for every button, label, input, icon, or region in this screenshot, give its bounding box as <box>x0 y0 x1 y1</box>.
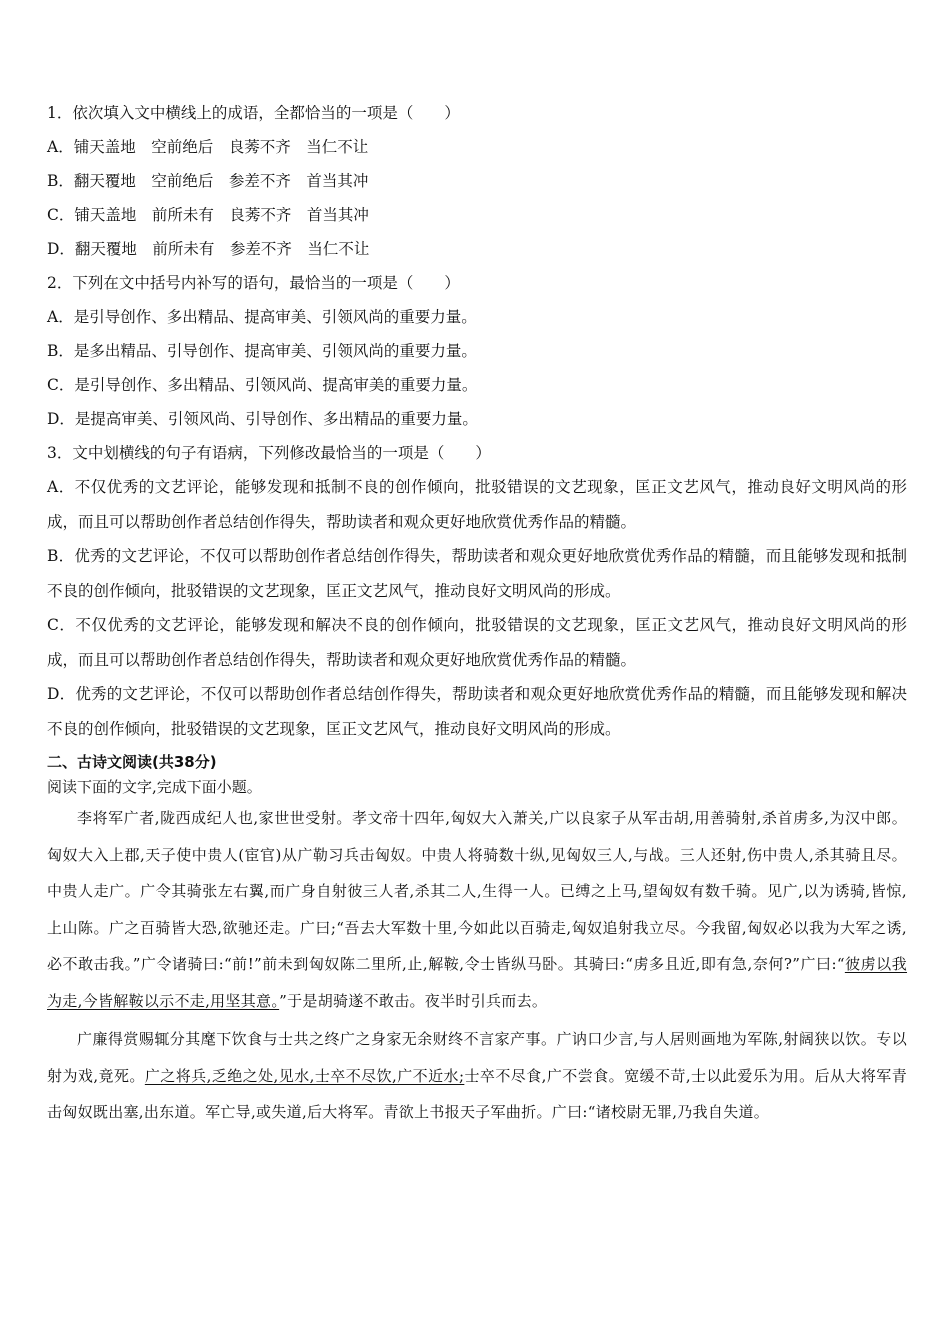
option-c: C．铺天盖地 前所未有 良莠不齐 首当其冲 <box>47 206 369 224</box>
passage-text: 士卒不尽食,广不尝食。宽缓不苛,士以此爱乐为用。后从大将军青击匈奴既出塞,出东道。军亡导,或失道,后大将军。青欲上书报天子军曲折。广曰:“诸校尉无罪,乃我自失道。 <box>47 1066 908 1121</box>
question-stem: 2．下列在文中括号内补写的语句，最恰当的一项是（ ） <box>47 274 460 292</box>
question-stem: 3．文中划横线的句子有语病，下列修改最恰当的一项是（ ） <box>47 444 491 462</box>
option-a: A．铺天盖地 空前绝后 良莠不齐 当仁不让 <box>47 138 369 156</box>
option-a: A．是引导创作、多出精品、提高审美、引领风尚的重要力量。 <box>47 308 477 326</box>
passage-text: 广廉得赏赐辄分其麾下饮食与士共之终广之身家无余财终不言家产事。广讷口少言,与人居则画地为军陈,射阔狭以饮。专以射为戏,竟死。 <box>47 1030 907 1085</box>
passage-paragraph-1 <box>47 800 907 1019</box>
option-d: D．翻天覆地 前所未有 参差不齐 当仁不让 <box>47 240 370 258</box>
option-a: A．不仅优秀的文艺评论，能够发现和抵制不良的创作倾向，批驳错误的文艺现象，匡正文艺风气，推动良好文明风尚的形成，而且可以帮助创作者总结创作得失，帮助读者和观众更好地欣赏优秀作品的精髓。 <box>47 478 907 531</box>
option-c: C．不仅优秀的文艺评论，能够发现和解决不良的创作倾向，批驳错误的文艺现象，匡正文艺风气，推动良好文明风尚的形成，而且可以帮助创作者总结创作得失，帮助读者和观众更好地欣赏优秀作品的精髓。 <box>47 616 907 669</box>
passage-paragraph-2 <box>47 1021 907 1131</box>
option-b: B．是多出精品、引导创作、提高审美、引领风尚的重要力量。 <box>47 342 477 360</box>
exam-page <box>47 96 907 1131</box>
question-stem: 1．依次填入文中横线上的成语，全都恰当的一项是（ ） <box>47 104 460 122</box>
option-c: C．是引导创作、多出精品、引领风尚、提高审美的重要力量。 <box>47 376 478 394</box>
underlined-sentence: 彼虏以我为走,今皆解鞍以示不走,用坚其意。 <box>47 955 908 1010</box>
option-d: D．是提高审美、引领风尚、引导创作、多出精品的重要力量。 <box>47 410 478 428</box>
passage-text: 李将军广者,陇西成纪人也,家世世受射。孝文帝十四年,匈奴大入萧关,广以良家子从军击胡,用善骑射,杀首虏多,为汉中郎。匈奴大入上郡,天子使中贵人(宦官)从广勒习兵击匈奴。中贵人将骑数十纵,见匈奴三人,与战。三人还射,伤中贵人,杀其骑且尽。中贵人走广。广令其骑张左右翼,而广身自射彼三人者,杀其二人,生得一人。已缚之上马,望匈奴有数千骑。见广,以为诱骑,皆惊,上山陈。广之百骑皆大恐,欲驰还走。广曰;“吾去大军数十里,今如此以百骑走,匈奴追射我立尽。今我留,匈奴必以我为大军之诱,必不敢击我。”广令诸骑曰:“前!”前未到匈奴陈二里所,止,解鞍,令士皆纵马卧。其骑曰:“虏多且近,即有急,奈何?”广曰:“ <box>47 809 907 973</box>
question-3 <box>47 436 907 746</box>
option-b: B．优秀的文艺评论，不仅可以帮助创作者总结创作得失，帮助读者和观众更好地欣赏优秀作品的精髓，而且能够发现和抵制不良的创作倾向，批驳错误的文艺现象，匡正文艺风气，推动良好文明风尚的形成。 <box>47 547 907 600</box>
section-instructions: 阅读下面的文字,完成下面小题。 <box>47 778 262 796</box>
underlined-sentence: 广之将兵,乏绝之处,见水,士卒不尽饮,广不近水; <box>144 1066 465 1085</box>
option-b: B．翻天覆地 空前绝后 参差不齐 首当其冲 <box>47 172 369 190</box>
section-title: 二、古诗文阅读(共38分) <box>47 753 217 771</box>
passage-text: ”于是胡骑遂不敢击。夜半时引兵而去。 <box>279 991 548 1010</box>
question-1 <box>47 96 907 266</box>
question-2 <box>47 266 907 436</box>
option-d: D．优秀的文艺评论，不仅可以帮助创作者总结创作得失，帮助读者和观众更好地欣赏优秀作品的精髓，而且能够发现和解决不良的创作倾向，批驳错误的文艺现象，匡正文艺风气，推动良好文明风尚的形成。 <box>47 685 907 738</box>
